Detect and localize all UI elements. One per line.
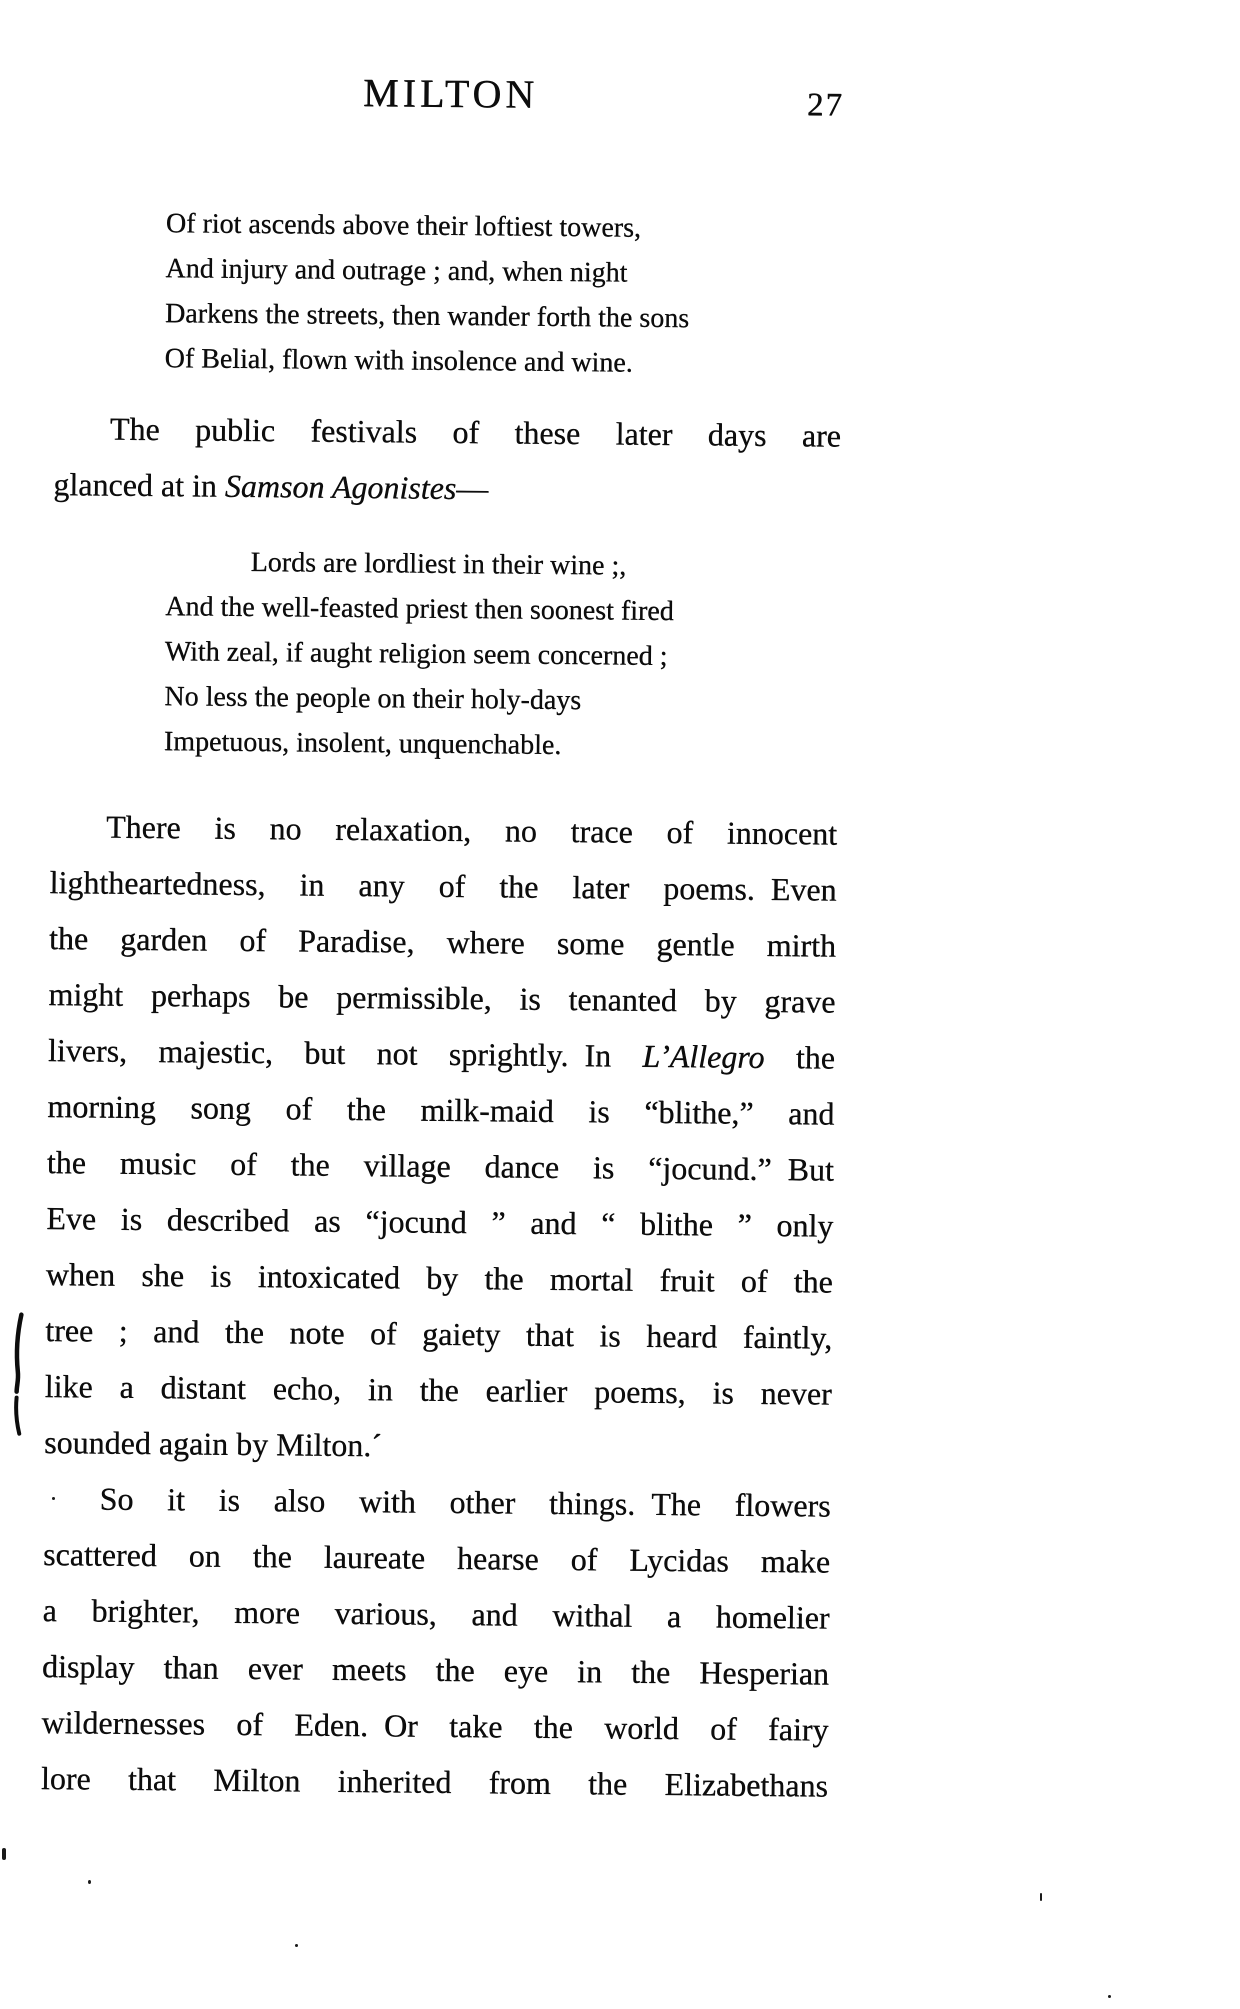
text-line: might perhaps be permissible, is tenanted by grave: [48, 975, 836, 1020]
text-line: scattered on the laureate hearse of Lycidas make: [42, 1535, 831, 1580]
text-line: There is no relaxation, no trace of innocent: [105, 808, 838, 852]
verse-quote: [164, 201, 843, 387]
scan-speck: [1040, 1893, 1042, 1901]
text-line: glanced at in Samson Agonistes—: [53, 465, 489, 507]
page-number: 27: [806, 87, 845, 124]
text-line: Of riot ascends above their loftiest towers,: [165, 208, 642, 244]
text-line: Impetuous, insolent, unquenchable.: [163, 726, 562, 761]
text-line: So it is also with other things. The flowers: [99, 1480, 831, 1524]
scan-speck: [1108, 1995, 1111, 1998]
scan-speck: [88, 1880, 91, 1884]
margin-pen-stroke-mark: [10, 1312, 27, 1438]
text-line: And the well-feasted priest then soonest fired: [165, 591, 674, 627]
scan-speck: [52, 1497, 55, 1500]
text-line: Eve is described as “jocund ” and “ blithe ” only: [46, 1199, 834, 1244]
text-line: wildernesses of Eden. Or take the world of fairy: [41, 1703, 829, 1748]
verse-quote: [164, 539, 840, 770]
text-line: a brighter, more various, and withal a homelier: [42, 1591, 830, 1636]
text-line: morning song of the milk-maid is “blithe,” and: [47, 1087, 835, 1132]
paragraph: [44, 798, 837, 1478]
text-line: No less the people on their holy-days: [164, 681, 582, 717]
text-line: lightheartedness, in any of the later poems. Even: [49, 863, 837, 908]
scan-speck: [2, 1848, 6, 1860]
text-line: when she is intoxicated by the mortal fruit of the: [45, 1255, 833, 1300]
text-line: lore that Milton inherited from the Elizabethans: [40, 1759, 829, 1804]
scan-speck: [295, 1944, 298, 1947]
text-column: [41, 200, 843, 1813]
text-line: Lords are lordliest in their wine ;,: [250, 546, 627, 582]
text-line: The public festivals of these later days are: [109, 410, 842, 454]
text-line: And injury and outrage ; and, when night: [165, 253, 628, 289]
paragraph: [53, 400, 841, 520]
text-line: With zeal, if aught religion seem concerned ;: [164, 636, 668, 672]
text-line: the music of the village dance is “jocund.” But: [46, 1143, 834, 1188]
running-head: MILTON: [362, 69, 539, 117]
text-line: Darkens the streets, then wander forth the sons: [164, 298, 690, 335]
text-line: tree ; and the note of gaiety that is heard faintly,: [45, 1311, 833, 1356]
page-header: [57, 68, 844, 128]
text-line: Of Belial, flown with insolence and wine.: [164, 343, 633, 379]
paragraph: [41, 1470, 831, 1814]
text-line: livers, majestic, but not sprightly. In L’Allegro the: [47, 1031, 836, 1076]
text-line: the garden of Paradise, where some gentle mirth: [48, 919, 837, 964]
text-line: display than ever meets the eye in the Hesperian: [41, 1647, 830, 1692]
text-line: like a distant echo, in the earlier poems, is never: [44, 1367, 832, 1412]
text-line: sounded again by Milton.´: [43, 1423, 383, 1464]
